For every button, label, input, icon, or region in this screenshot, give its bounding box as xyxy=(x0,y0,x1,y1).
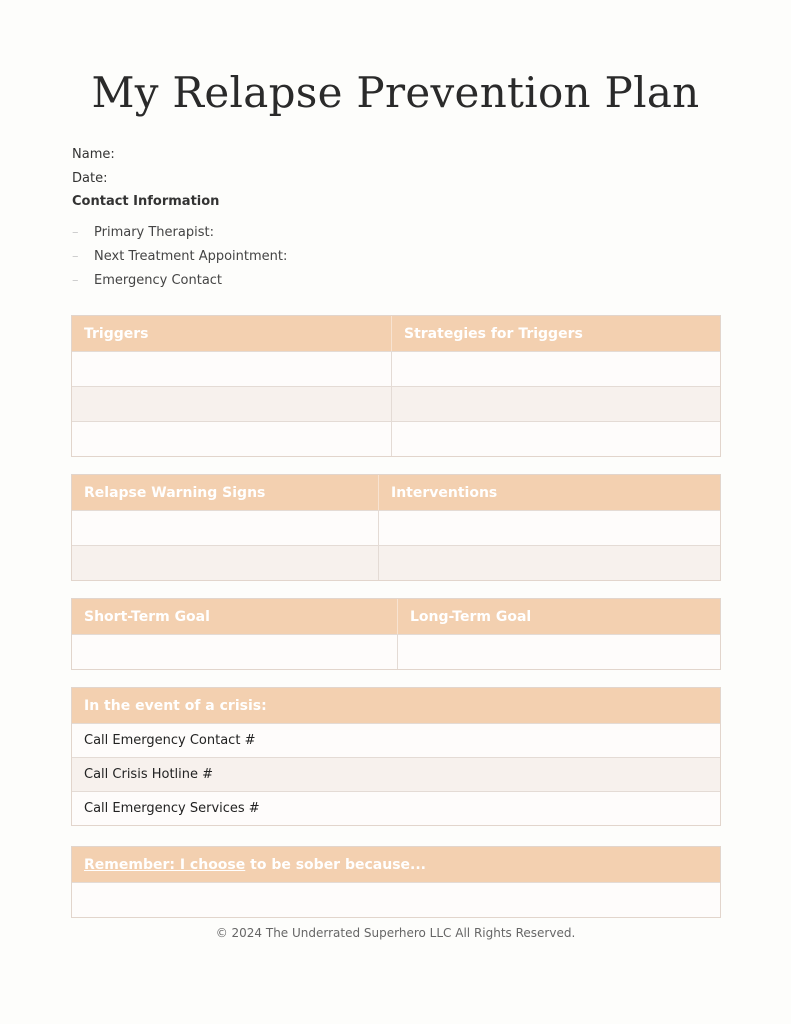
column-header-short-term-goal: Short-Term Goal xyxy=(84,608,210,625)
warning-signs-table xyxy=(71,474,721,581)
table-row xyxy=(72,510,720,545)
contact-list xyxy=(72,224,287,296)
table-cell[interactable] xyxy=(72,352,391,386)
table-row xyxy=(72,421,720,456)
table-header xyxy=(72,847,720,882)
table-cell[interactable] xyxy=(378,511,720,545)
table-header xyxy=(72,316,720,351)
contact-item-therapist: – Primary Therapist: xyxy=(72,224,287,248)
remember-rest-text: to be sober because... xyxy=(245,856,426,873)
table-cell[interactable] xyxy=(72,387,391,421)
table-cell[interactable] xyxy=(391,387,720,421)
crisis-heading: In the event of a crisis: xyxy=(84,697,267,714)
goals-table xyxy=(71,598,721,670)
remember-underlined-text: Remember: I choose xyxy=(84,856,246,873)
table-cell[interactable] xyxy=(72,546,378,580)
crisis-item-emergency-contact: Call Emergency Contact # xyxy=(72,723,720,757)
contact-item-emergency: – Emergency Contact xyxy=(72,272,287,296)
crisis-item-hotline: Call Crisis Hotline # xyxy=(72,757,720,791)
table-cell[interactable] xyxy=(72,511,378,545)
name-label: Name: xyxy=(72,147,115,162)
column-header-long-term-goal: Long-Term Goal xyxy=(397,599,720,634)
table-row xyxy=(72,386,720,421)
triggers-table xyxy=(71,315,721,457)
table-cell[interactable] xyxy=(378,546,720,580)
date-label: Date: xyxy=(72,171,108,186)
page-title: My Relapse Prevention Plan xyxy=(91,68,700,117)
table-row xyxy=(72,634,720,669)
table-row xyxy=(72,882,720,917)
table-cell[interactable] xyxy=(72,422,391,456)
column-header-triggers: Triggers xyxy=(84,325,149,342)
column-header-strategies: Strategies for Triggers xyxy=(391,316,720,351)
table-row xyxy=(72,545,720,580)
table-row xyxy=(72,351,720,386)
contact-heading: Contact Information xyxy=(72,194,220,209)
crisis-item-emergency-services: Call Emergency Services # xyxy=(72,791,720,825)
table-cell[interactable] xyxy=(72,883,720,917)
table-header xyxy=(72,688,720,723)
table-header xyxy=(72,475,720,510)
table-cell[interactable] xyxy=(397,635,720,669)
table-cell[interactable] xyxy=(72,635,397,669)
remember-heading xyxy=(72,847,720,882)
remember-table xyxy=(71,846,721,918)
contact-item-appointment: – Next Treatment Appointment: xyxy=(72,248,287,272)
copyright-footer: © 2024 The Underrated Superhero LLC All Rights Reserved. xyxy=(215,926,576,940)
table-cell[interactable] xyxy=(391,422,720,456)
column-header-interventions: Interventions xyxy=(378,475,720,510)
column-header-warning-signs: Relapse Warning Signs xyxy=(84,484,266,501)
crisis-table xyxy=(71,687,721,826)
table-cell[interactable] xyxy=(391,352,720,386)
table-header xyxy=(72,599,720,634)
